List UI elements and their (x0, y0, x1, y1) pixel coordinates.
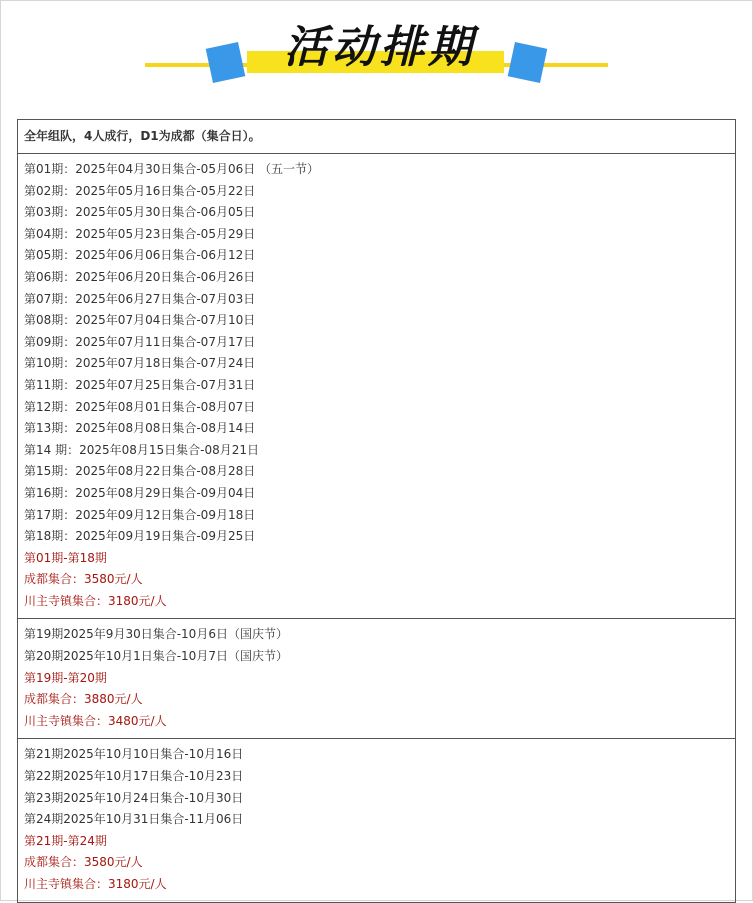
price-chengdu: 成都集合：3880元/人 (24, 692, 143, 707)
title-banner (145, 18, 610, 88)
group-row (18, 154, 736, 619)
period-line: 第05期：2025年06月06日集合-06月12日 (24, 248, 256, 263)
group-row (18, 739, 736, 902)
price-chuanzhusi: 川主寺镇集合：3180元/人 (24, 593, 167, 608)
period-line: 第09期：2025年07月11日集合-07月17日 (24, 334, 256, 349)
period-line: 第21期2025年10月10日集合-10月16日 (24, 747, 244, 762)
period-line: 第02期：2025年05月16日集合-05月22日 (24, 183, 256, 198)
period-line: 第14 期：2025年08月15日集合-08月21日 (24, 442, 260, 457)
group-cell-1 (18, 154, 736, 619)
period-range: 第19期-第20期 (24, 670, 107, 685)
period-line: 第19期2025年9月30日集合-10月6日（国庆节） (24, 627, 288, 642)
period-line: 第01期：2025年04月30日集合-05月06日 （五一节） (24, 162, 320, 176)
banner-square-right (508, 42, 548, 83)
period-line: 第17期：2025年09月12日集合-09月18日 (24, 507, 256, 522)
group-cell-2 (18, 619, 736, 739)
period-line: 第06期：2025年06月20日集合-06月26日 (24, 269, 256, 284)
period-line: 第24期2025年10月31日集合-11月06日 (24, 812, 244, 827)
period-line: 第10期：2025年07月18日集合-07月24日 (24, 356, 256, 371)
price-chuanzhusi: 川主寺镇集合：3180元/人 (24, 877, 167, 891)
period-line: 第12期：2025年08月01日集合-08月07日 (24, 399, 256, 414)
period-line: 第07期：2025年06月27日集合-07月03日 (24, 291, 256, 306)
period-range: 第21期-第24期 (24, 833, 107, 848)
period-line: 第08期：2025年07月04日集合-07月10日 (24, 313, 256, 328)
price-chuanzhusi: 川主寺镇集合：3480元/人 (24, 713, 167, 728)
period-line: 第22期2025年10月17日集合-10月23日 (24, 769, 244, 784)
page-title: 活动排期 (284, 22, 476, 73)
period-line: 第04期：2025年05月23日集合-05月29日 (24, 226, 256, 241)
period-line: 第13期：2025年08月08日集合-08月14日 (24, 421, 256, 436)
header-cell: 全年组队，4人成行，D1为成都（集合日）。 (18, 120, 736, 154)
period-line: 第15期：2025年08月22日集合-08月28日 (24, 464, 256, 479)
header-row (18, 120, 736, 154)
period-line: 第03期：2025年05月30日集合-06月05日 (24, 205, 256, 220)
price-chengdu: 成都集合：3580元/人 (24, 855, 143, 870)
group-cell-3 (18, 739, 736, 902)
period-line: 第11期：2025年07月25日集合-07月31日 (24, 377, 256, 392)
schedule-table (17, 119, 736, 903)
period-line: 第16期：2025年08月29日集合-09月04日 (24, 485, 256, 500)
group-row (18, 619, 736, 739)
period-line: 第20期2025年10月1日集合-10月7日（国庆节） (24, 649, 288, 664)
price-chengdu: 成都集合：3580元/人 (24, 572, 143, 587)
banner-square-left (206, 42, 246, 83)
period-range: 第01期-第18期 (24, 550, 107, 565)
period-line: 第23期2025年10月24日集合-10月30日 (24, 790, 244, 805)
period-line: 第18期：2025年09月19日集合-09月25日 (24, 529, 256, 544)
